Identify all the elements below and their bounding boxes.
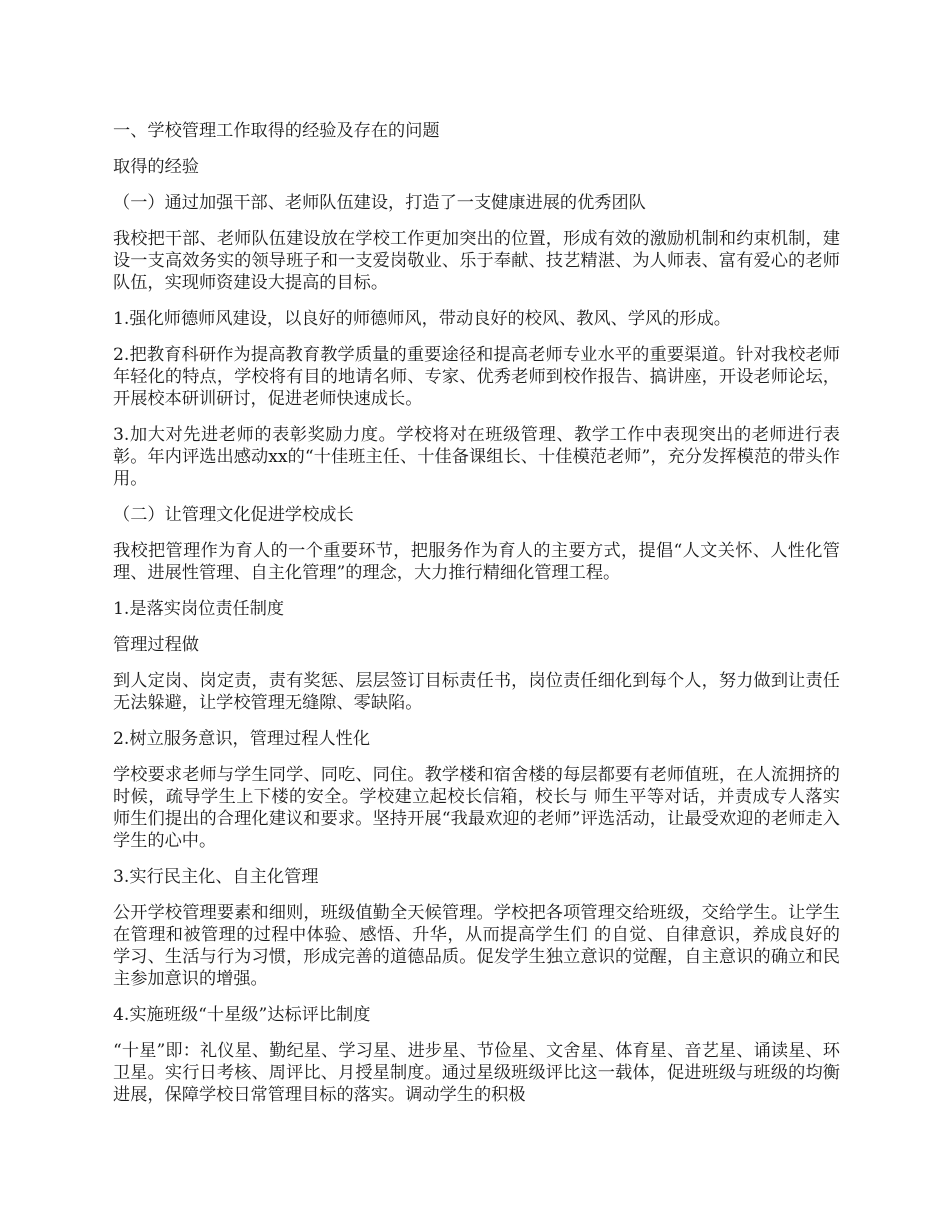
- body-paragraph: 学校要求老师与学生同学、同吃、同住。教学楼和宿舍楼的每层都要有老师值班，在人流拥挤的时候，疏导学生上下楼的安全。学校建立起校长信箱，校长与 师生平等对话，并责成专人落实师生们提出的合理化建议和要求。坚持开展“我最欢迎的老师”评选活动，让最受欢迎的老师走入学生的心中。: [113, 765, 840, 851]
- list-item-heading: 2.树立服务意识，管理过程人性化: [113, 729, 371, 749]
- list-item-heading: 1.是落实岗位责任制度: [113, 599, 285, 619]
- document-body: [113, 120, 840, 1120]
- body-paragraph: 公开学校管理要素和细则，班级值勤全天候管理。学校把各项管理交给班级，交给学生。让学生在管理和被管理的过程中体验、感悟、升华，从而提高学生们 的自觉、自律意识，养成良好的学习、生活与行为习惯，形成完善的道德品质。促发学生独立意识的觉醒，自主意识的确立和民主参加意识的增强。: [113, 903, 840, 989]
- body-paragraph: 到人定岗、岗定责，责有奖惩、层层签订目标责任书，岗位责任细化到每个人，努力做到让责任无法躲避，让学校管理无缝隙、零缺陷。: [113, 671, 840, 713]
- subsection-heading: （一）通过加强干部、老师队伍建设，打造了一支健康进展的优秀团队: [113, 193, 646, 213]
- body-paragraph: “十星”即：礼仪星、勤纪星、学习星、进步星、节俭星、文舍星、体育星、音艺星、诵读星、环卫星。实行日考核、周评比、月授星制度。通过星级班级评比这一载体，促进班级与班级的均衡进展，保障学校日常管理目标的落实。调动学生的积极: [113, 1041, 840, 1105]
- list-item: 2.把教育科研作为提高教育教学质量的重要途径和提高老师专业水平的重要渠道。针对我校老师年轻化的特点，学校将有目的地请名师、专家、优秀老师到校作报告、搞讲座，开设老师论坛，开展校本研训研讨，促进老师快速成长。: [113, 345, 840, 409]
- list-item: 1.强化师德师风建设，以良好的师德师风，带动良好的校风、教风、学风的形成。: [113, 309, 731, 329]
- list-item: 3.加大对先进老师的表彰奖励力度。学校将对在班级管理、教学工作中表现突出的老师进行表彰。年内评选出感动xx的“十佳班主任、十佳备课组长、十佳模范老师”，充分发挥模范的带头作用。: [113, 425, 840, 489]
- subsection-heading: 取得的经验: [113, 157, 199, 177]
- subsection-heading: （二）让管理文化促进学校成长: [113, 505, 354, 525]
- section-heading: 一、学校管理工作取得的经验及存在的问题: [113, 121, 440, 141]
- body-paragraph: 我校把干部、老师队伍建设放在学校工作更加突出的位置，形成有效的激励机制和约束机制，建设一支高效务实的领导班子和一支爱岗敬业、乐于奉献、技艺精湛、为人师表、富有爱心的老师队伍，实现师资建设大提高的目标。: [113, 229, 840, 293]
- list-item-heading: 4.实施班级“十星级”达标评比制度: [113, 1005, 371, 1025]
- body-paragraph: 我校把管理作为育人的一个重要环节，把服务作为育人的主要方式，提倡“人文关怀、人性化管理、进展性管理、自主化管理”的理念，大力推行精细化管理工程。: [113, 541, 840, 583]
- body-line: 管理过程做: [113, 635, 199, 655]
- list-item-heading: 3.实行民主化、自主化管理: [113, 867, 319, 887]
